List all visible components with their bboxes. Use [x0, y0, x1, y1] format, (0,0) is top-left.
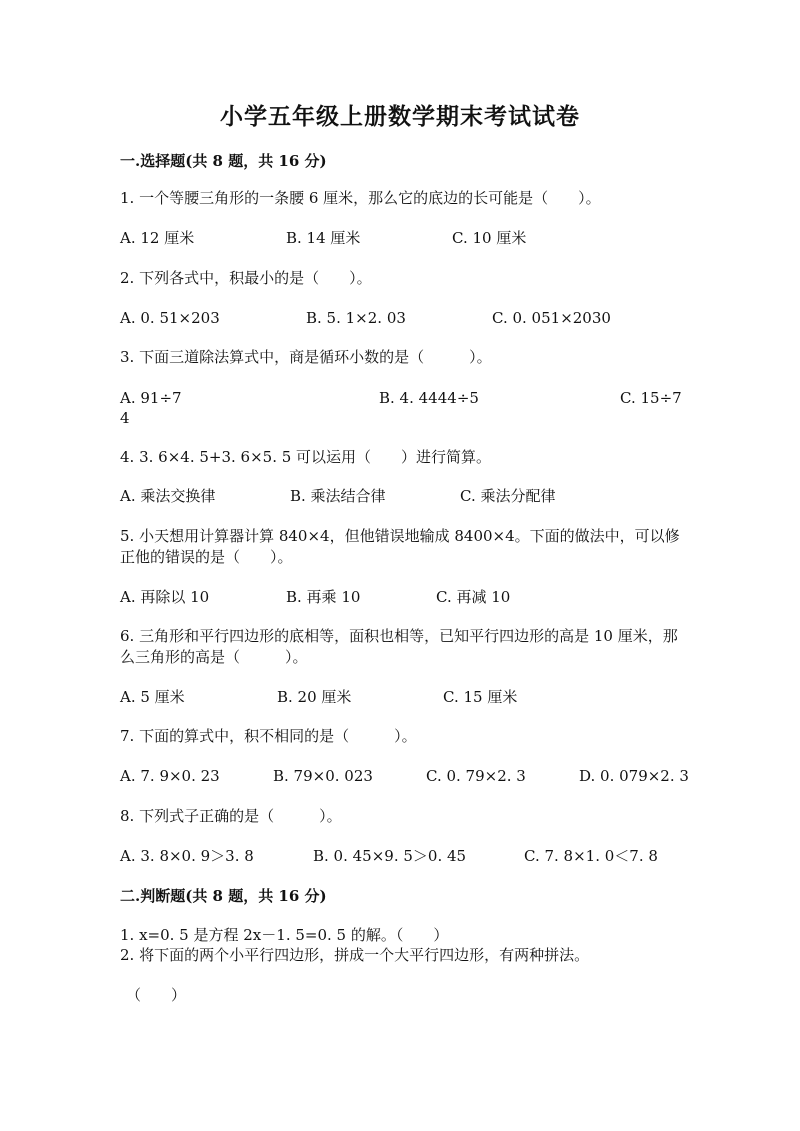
- page-title: 小学五年级上册数学期末考试试卷: [220, 103, 580, 130]
- question-7-option-b: B. 79×0. 023: [273, 767, 373, 785]
- question-4-option-c: C. 乘法分配律: [460, 487, 556, 505]
- judge-item-2-answer-blank: （ ）: [126, 986, 187, 1004]
- question-4-stem: 4. 3. 6×4. 5+3. 6×5. 5 可以运用（ ）进行简算。: [120, 448, 492, 466]
- question-2-option-c: C. 0. 051×2030: [492, 309, 611, 327]
- question-6-option-a: A. 5 厘米: [120, 688, 185, 706]
- question-2-stem: 2. 下列各式中，积最小的是（ ）。: [120, 269, 372, 287]
- question-7-option-d: D. 0. 079×2. 3: [579, 767, 689, 785]
- question-5-option-a: A. 再除以 10: [120, 588, 210, 606]
- question-8-option-a: A. 3. 8×0. 9＞3. 8: [120, 847, 254, 865]
- section-heading-true-false: 二.判断题(共 8 题，共 16 分): [120, 887, 327, 905]
- question-1-option-c: C. 10 厘米: [452, 229, 527, 247]
- question-4-option-a: A. 乘法交换律: [120, 487, 216, 505]
- question-5-option-b: B. 再乘 10: [286, 588, 361, 606]
- question-5-stem: 5. 小天想用计算器计算 840×4，但他错误地输成 8400×4。下面的做法中，可以修正他的错误的是（ ）。: [120, 527, 680, 566]
- question-3-option-b: B. 4. 4444÷5: [379, 389, 479, 407]
- question-1-option-b: B. 14 厘米: [286, 229, 361, 247]
- question-5-option-c: C. 再减 10: [436, 588, 511, 606]
- question-6-option-b: B. 20 厘米: [277, 688, 352, 706]
- judge-item-2: 2. 将下面的两个小平行四边形，拼成一个大平行四边形，有两种拼法。: [120, 946, 590, 964]
- question-3-option-a: A. 91÷7: [120, 389, 182, 407]
- question-1-stem: 1. 一个等腰三角形的一条腰 6 厘米，那么它的底边的长可能是（ ）。: [120, 189, 601, 207]
- question-8-option-c: C. 7. 8×1. 0＜7. 8: [524, 847, 658, 865]
- judge-item-1: 1. x=0. 5 是方程 2x－1. 5=0. 5 的解。（ ）: [120, 926, 449, 944]
- question-2-option-b: B. 5. 1×2. 03: [306, 309, 406, 327]
- question-1-option-a: A. 12 厘米: [120, 229, 195, 247]
- question-4-option-b: B. 乘法结合律: [290, 487, 386, 505]
- question-6-stem: 6. 三角形和平行四边形的底相等，面积也相等，已知平行四边形的高是 10 厘米，那么三角形的高是（ ）。: [120, 627, 678, 666]
- question-8-option-b: B. 0. 45×9. 5＞0. 45: [313, 847, 467, 865]
- question-3-stem: 3. 下面三道除法算式中，商是循环小数的是（ ）。: [120, 348, 492, 366]
- question-3-option-c: C. 15÷7: [620, 389, 682, 407]
- question-3-overflow: 4: [120, 409, 130, 427]
- section-heading-choice: 一.选择题(共 8 题，共 16 分): [120, 152, 327, 170]
- question-8-stem: 8. 下列式子正确的是（ ）。: [120, 807, 342, 825]
- question-2-option-a: A. 0. 51×203: [120, 309, 220, 327]
- question-6-option-c: C. 15 厘米: [443, 688, 518, 706]
- question-7-stem: 7. 下面的算式中，积不相同的是（ ）。: [120, 727, 417, 745]
- question-7-option-a: A. 7. 9×0. 23: [120, 767, 220, 785]
- question-7-option-c: C. 0. 79×2. 3: [426, 767, 526, 785]
